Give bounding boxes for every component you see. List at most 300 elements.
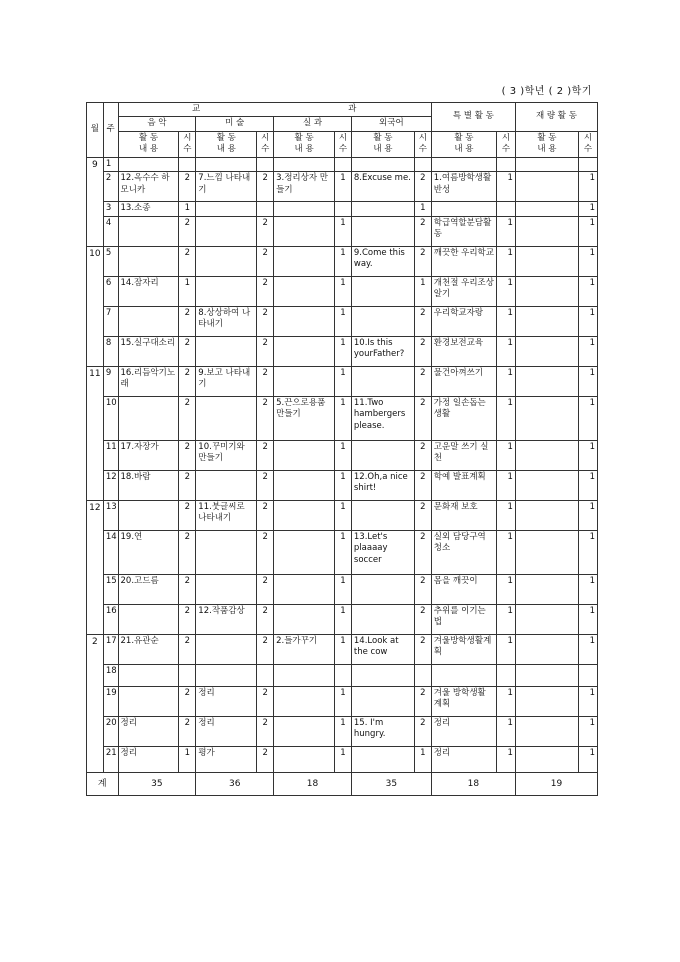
- hours-cell: 1: [578, 366, 597, 396]
- hours-cell: 2: [179, 216, 196, 246]
- activity-content-cell: [196, 336, 257, 366]
- activity-content-cell: [196, 574, 257, 604]
- table-row: [87, 336, 598, 366]
- hours-cell: [335, 157, 352, 171]
- hours-cell: 1: [578, 470, 597, 500]
- hours-cell: 1: [578, 216, 597, 246]
- subject-header-gwa: 과: [274, 103, 432, 117]
- hours-cell: 1: [496, 574, 515, 604]
- week-cell: 4: [103, 216, 118, 246]
- activity-content-cell: [515, 306, 578, 336]
- hours-cell: [496, 664, 515, 686]
- activity-content-cell: [515, 202, 578, 216]
- activity-content-cell: 평가: [196, 746, 257, 772]
- activity-content-cell: [274, 306, 335, 336]
- activity-content-cell: [274, 336, 335, 366]
- activity-content-cell: [515, 172, 578, 202]
- activity-content-cell: [351, 604, 414, 634]
- activity-content-cell: [515, 216, 578, 246]
- week-cell: 10: [103, 396, 118, 440]
- hours-cell: 1: [578, 574, 597, 604]
- hours-cell: 1: [335, 172, 352, 202]
- hours-cell: 2: [257, 470, 274, 500]
- activity-content-cell: [351, 157, 414, 171]
- hours-cell: 1: [335, 306, 352, 336]
- hours-cell: 1: [335, 246, 352, 276]
- activity-content-cell: [515, 664, 578, 686]
- hours-cell: [179, 157, 196, 171]
- hours-cell: 1: [335, 276, 352, 306]
- hours-cell: [414, 664, 431, 686]
- activity-content-cell: [274, 664, 335, 686]
- hours-cell: [335, 202, 352, 216]
- hours-cell: 1: [414, 202, 431, 216]
- activity-content-cell: [515, 470, 578, 500]
- activity-content-cell: 정리: [431, 746, 496, 772]
- hours-cell: 1: [496, 396, 515, 440]
- activity-content-cell: 1.여름방학생활반성: [431, 172, 496, 202]
- activity-content-cell: [196, 276, 257, 306]
- hours-cell: [496, 157, 515, 171]
- activity-content-cell: [515, 530, 578, 574]
- activity-content-cell: [196, 216, 257, 246]
- activity-content-cell: 19.연: [118, 530, 179, 574]
- activity-content-cell: [274, 246, 335, 276]
- total-hours-cell: 18: [274, 772, 352, 795]
- hours-cell: 1: [496, 604, 515, 634]
- hours-cell: [179, 664, 196, 686]
- activity-content-cell: [118, 664, 179, 686]
- activity-content-cell: 20.고드름: [118, 574, 179, 604]
- hours-cell: 2: [179, 470, 196, 500]
- activity-content-cell: [515, 746, 578, 772]
- hours-cell: 2: [179, 634, 196, 664]
- activity-content-cell: 2.들가꾸기: [274, 634, 335, 664]
- activity-content-cell: [351, 686, 414, 716]
- hours-cell: 1: [578, 746, 597, 772]
- hours-cell: 1: [496, 686, 515, 716]
- activity-content-cell: 10.Is this yourFather?: [351, 336, 414, 366]
- activity-content-cell: 9.보고 나타내기: [196, 366, 257, 396]
- activity-content-cell: 12.옥수수 하모니카: [118, 172, 179, 202]
- hours-cell: 1: [179, 202, 196, 216]
- activity-content-cell: [274, 530, 335, 574]
- table-row: [87, 276, 598, 306]
- activity-content-cell: [515, 716, 578, 746]
- hours-cell: [414, 157, 431, 171]
- hours-subheader: 시 수: [578, 131, 597, 157]
- activity-content-cell: [196, 664, 257, 686]
- hours-cell: 2: [257, 396, 274, 440]
- activity-content-cell: 7.느낌 나타내기: [196, 172, 257, 202]
- hours-cell: 2: [414, 716, 431, 746]
- hours-cell: 1: [496, 336, 515, 366]
- activity-content-cell: 겨울 방학생활 계획: [431, 686, 496, 716]
- activity-content-cell: [515, 366, 578, 396]
- activity-content-cell: 8.상상하여 나타내기: [196, 306, 257, 336]
- content-subheader: 활 동 내 용: [431, 131, 496, 157]
- activity-content-cell: [351, 276, 414, 306]
- hours-cell: 1: [414, 746, 431, 772]
- hours-cell: 1: [578, 306, 597, 336]
- hours-cell: 1: [179, 276, 196, 306]
- activity-content-cell: [196, 470, 257, 500]
- hours-cell: [335, 664, 352, 686]
- hours-cell: 1: [496, 216, 515, 246]
- hours-cell: 2: [179, 366, 196, 396]
- activity-content-cell: [274, 746, 335, 772]
- activity-content-cell: 학급역할분담활동: [431, 216, 496, 246]
- activity-content-cell: [351, 664, 414, 686]
- month-header: 월: [87, 103, 104, 158]
- hours-cell: 1: [335, 716, 352, 746]
- hours-cell: 1: [496, 366, 515, 396]
- curriculum-plan-table: [86, 102, 598, 796]
- hours-cell: 1: [335, 470, 352, 500]
- activity-content-cell: 15.실구대소리: [118, 336, 179, 366]
- hours-cell: 2: [414, 686, 431, 716]
- hours-subheader: 시 수: [257, 131, 274, 157]
- activity-content-cell: [431, 157, 496, 171]
- activity-content-cell: 추위를 이기는 법: [431, 604, 496, 634]
- hours-cell: 1: [335, 530, 352, 574]
- hours-cell: 2: [257, 634, 274, 664]
- hours-cell: 2: [257, 246, 274, 276]
- week-cell: 18: [103, 664, 118, 686]
- subject-header-gyo: 교: [118, 103, 274, 117]
- hours-cell: 2: [179, 716, 196, 746]
- hours-cell: 2: [414, 530, 431, 574]
- activity-content-cell: 깨끗한 우리학교: [431, 246, 496, 276]
- activity-content-cell: [118, 500, 179, 530]
- activity-content-cell: 정리: [196, 716, 257, 746]
- week-cell: 6: [103, 276, 118, 306]
- activity-content-cell: 문화재 보호: [431, 500, 496, 530]
- hours-cell: 2: [179, 306, 196, 336]
- table-row: [87, 306, 598, 336]
- hours-cell: 1: [496, 470, 515, 500]
- activity-content-cell: 정리: [196, 686, 257, 716]
- activity-content-cell: 개천절 우리조상알기: [431, 276, 496, 306]
- hours-cell: 2: [414, 216, 431, 246]
- hours-cell: 2: [179, 500, 196, 530]
- hours-cell: 1: [578, 634, 597, 664]
- art-header: 미 술: [196, 117, 274, 131]
- week-cell: 19: [103, 686, 118, 716]
- table-row: [87, 216, 598, 246]
- week-cell: 8: [103, 336, 118, 366]
- hours-cell: 2: [257, 440, 274, 470]
- activity-content-cell: [351, 306, 414, 336]
- hours-cell: 1: [496, 276, 515, 306]
- hours-cell: 1: [335, 604, 352, 634]
- activity-content-cell: [515, 604, 578, 634]
- activity-content-cell: [515, 440, 578, 470]
- hours-cell: 2: [257, 716, 274, 746]
- week-cell: 7: [103, 306, 118, 336]
- total-label: 계: [87, 772, 119, 795]
- hours-cell: 2: [257, 500, 274, 530]
- table-row: [87, 716, 598, 746]
- hours-cell: 2: [257, 530, 274, 574]
- table-row: [87, 574, 598, 604]
- hours-cell: 1: [578, 500, 597, 530]
- activity-content-cell: 10.꾸미기와 만들기: [196, 440, 257, 470]
- hours-cell: 1: [496, 306, 515, 336]
- table-row: [87, 172, 598, 202]
- activity-content-cell: [515, 686, 578, 716]
- total-hours-cell: 18: [431, 772, 515, 795]
- activity-content-cell: [515, 246, 578, 276]
- hours-cell: 1: [496, 172, 515, 202]
- hours-cell: 2: [414, 470, 431, 500]
- activity-content-cell: 17.자장가: [118, 440, 179, 470]
- activity-content-cell: 정리: [431, 716, 496, 746]
- hours-cell: 1: [578, 530, 597, 574]
- hours-cell: 2: [414, 306, 431, 336]
- hours-cell: 2: [179, 604, 196, 634]
- hours-cell: 1: [578, 202, 597, 216]
- activity-content-cell: [351, 216, 414, 246]
- table-row: [87, 396, 598, 440]
- activity-content-cell: [118, 157, 179, 171]
- activity-content-cell: [196, 396, 257, 440]
- hours-cell: 2: [414, 396, 431, 440]
- activity-content-cell: [118, 396, 179, 440]
- activity-content-cell: 9.Come this way.: [351, 246, 414, 276]
- content-subheader: 활 동 내 용: [515, 131, 578, 157]
- week-cell: 11: [103, 440, 118, 470]
- hours-cell: 2: [414, 246, 431, 276]
- hours-cell: [496, 202, 515, 216]
- content-subheader: 활 동 내 용: [351, 131, 414, 157]
- discretion-activity-header: 재 량 활 동: [515, 103, 597, 132]
- total-hours-cell: 35: [351, 772, 431, 795]
- hours-cell: 2: [179, 530, 196, 574]
- week-header: 주: [103, 103, 118, 158]
- activity-content-cell: 정리: [118, 746, 179, 772]
- activity-content-cell: 11.붓글씨로 나타내기: [196, 500, 257, 530]
- week-cell: 21: [103, 746, 118, 772]
- activity-content-cell: 5.끈으로용품만들기: [274, 396, 335, 440]
- activity-content-cell: [274, 686, 335, 716]
- hours-cell: 1: [496, 634, 515, 664]
- activity-content-cell: 정리: [118, 716, 179, 746]
- activity-content-cell: [274, 157, 335, 171]
- table-row: [87, 246, 598, 276]
- hours-cell: 2: [257, 216, 274, 246]
- table-row: [87, 634, 598, 664]
- content-subheader: 활 동 내 용: [196, 131, 257, 157]
- activity-content-cell: 가정 일손돕는 생활: [431, 396, 496, 440]
- activity-content-cell: [118, 686, 179, 716]
- activity-content-cell: [515, 336, 578, 366]
- hours-cell: 2: [414, 634, 431, 664]
- activity-content-cell: 학예 발표계획: [431, 470, 496, 500]
- hours-cell: 2: [257, 172, 274, 202]
- activity-content-cell: 3.정리상자 만들기: [274, 172, 335, 202]
- hours-cell: 2: [257, 366, 274, 396]
- activity-content-cell: [118, 246, 179, 276]
- activity-content-cell: 12.작품감상: [196, 604, 257, 634]
- activity-content-cell: [274, 604, 335, 634]
- music-header: 음 악: [118, 117, 196, 131]
- week-cell: 9: [103, 366, 118, 396]
- hours-cell: [257, 202, 274, 216]
- activity-content-cell: 고운말 쓰기 실천: [431, 440, 496, 470]
- activity-content-cell: [196, 202, 257, 216]
- hours-cell: 1: [578, 246, 597, 276]
- hours-cell: 2: [257, 746, 274, 772]
- hours-cell: 1: [335, 686, 352, 716]
- week-cell: 1: [103, 157, 118, 171]
- hours-cell: 2: [257, 306, 274, 336]
- hours-cell: 1: [335, 396, 352, 440]
- activity-content-cell: [515, 574, 578, 604]
- activity-content-cell: [515, 500, 578, 530]
- activity-content-cell: [274, 366, 335, 396]
- foreign-language-header: 외국어: [351, 117, 431, 131]
- activity-content-cell: [274, 470, 335, 500]
- activity-content-cell: [196, 157, 257, 171]
- hours-cell: 2: [414, 172, 431, 202]
- hours-cell: 2: [179, 440, 196, 470]
- table-row: [87, 746, 598, 772]
- hours-cell: 1: [335, 440, 352, 470]
- hours-cell: 2: [414, 336, 431, 366]
- hours-cell: 2: [414, 440, 431, 470]
- activity-content-cell: [274, 500, 335, 530]
- hours-cell: 1: [578, 172, 597, 202]
- hours-cell: 1: [578, 604, 597, 634]
- activity-content-cell: [515, 634, 578, 664]
- hours-cell: 2: [257, 686, 274, 716]
- hours-cell: 1: [578, 396, 597, 440]
- hours-cell: 2: [414, 604, 431, 634]
- hours-cell: 2: [414, 500, 431, 530]
- table-row: [87, 157, 598, 171]
- hours-cell: 1: [335, 634, 352, 664]
- activity-content-cell: 14.잠자리: [118, 276, 179, 306]
- hours-subheader: 시 수: [414, 131, 431, 157]
- week-cell: 15: [103, 574, 118, 604]
- week-cell: 16: [103, 604, 118, 634]
- hours-cell: 1: [179, 746, 196, 772]
- hours-cell: 2: [179, 336, 196, 366]
- activity-content-cell: [274, 202, 335, 216]
- activity-content-cell: [431, 202, 496, 216]
- hours-cell: 1: [335, 574, 352, 604]
- hours-cell: 2: [179, 686, 196, 716]
- hours-subheader: 시 수: [335, 131, 352, 157]
- content-subheader: 활 동 내 용: [274, 131, 335, 157]
- week-cell: 5: [103, 246, 118, 276]
- hours-cell: 1: [335, 366, 352, 396]
- activity-content-cell: [274, 574, 335, 604]
- month-cell: 10: [87, 246, 104, 366]
- hours-cell: 1: [578, 440, 597, 470]
- hours-cell: 1: [496, 246, 515, 276]
- hours-cell: 1: [335, 500, 352, 530]
- hours-cell: 1: [578, 686, 597, 716]
- table-row: [87, 530, 598, 574]
- hours-cell: 2: [179, 396, 196, 440]
- hours-cell: 1: [496, 530, 515, 574]
- hours-cell: 2: [257, 604, 274, 634]
- activity-content-cell: [196, 634, 257, 664]
- total-hours-cell: 19: [515, 772, 597, 795]
- hours-cell: 2: [257, 276, 274, 306]
- activity-content-cell: [431, 664, 496, 686]
- hours-cell: 1: [496, 500, 515, 530]
- activity-content-cell: [515, 157, 578, 171]
- table-row: [87, 366, 598, 396]
- table-row: [87, 470, 598, 500]
- hours-cell: 2: [179, 574, 196, 604]
- activity-content-cell: [274, 216, 335, 246]
- total-hours-cell: 35: [118, 772, 196, 795]
- hours-cell: 2: [414, 574, 431, 604]
- hours-cell: 2: [179, 246, 196, 276]
- activity-content-cell: [196, 530, 257, 574]
- activity-content-cell: [118, 306, 179, 336]
- hours-cell: 1: [335, 746, 352, 772]
- week-cell: 2: [103, 172, 118, 202]
- month-cell: 2: [87, 634, 104, 772]
- activity-content-cell: 몸을 깨끗이: [431, 574, 496, 604]
- table-row: [87, 664, 598, 686]
- hours-cell: 2: [179, 172, 196, 202]
- hours-cell: 1: [496, 746, 515, 772]
- hours-cell: 2: [257, 336, 274, 366]
- activity-content-cell: [196, 246, 257, 276]
- hours-cell: [578, 664, 597, 686]
- table-row: [87, 500, 598, 530]
- total-hours-cell: 36: [196, 772, 274, 795]
- term-label: ( 3 )학년 ( 2 )학기: [501, 86, 592, 97]
- hours-cell: 2: [257, 574, 274, 604]
- hours-cell: 1: [496, 440, 515, 470]
- activity-content-cell: [515, 276, 578, 306]
- activity-content-cell: 16.리듬악기노래: [118, 366, 179, 396]
- activity-content-cell: [274, 440, 335, 470]
- table-row: [87, 686, 598, 716]
- hours-subheader: 시 수: [496, 131, 515, 157]
- activity-content-cell: [351, 440, 414, 470]
- activity-content-cell: 13.Let's plaaaay soccer: [351, 530, 414, 574]
- week-cell: 3: [103, 202, 118, 216]
- activity-content-cell: 13.소종: [118, 202, 179, 216]
- activity-content-cell: [274, 716, 335, 746]
- hours-cell: 1: [335, 216, 352, 246]
- activity-content-cell: 21.유관순: [118, 634, 179, 664]
- week-cell: 20: [103, 716, 118, 746]
- activity-content-cell: [351, 574, 414, 604]
- month-cell: 9: [87, 157, 104, 246]
- activity-content-cell: 18.바람: [118, 470, 179, 500]
- content-subheader: 활 동 내 용: [118, 131, 179, 157]
- activity-content-cell: [515, 396, 578, 440]
- hours-cell: 1: [578, 276, 597, 306]
- activity-content-cell: [118, 216, 179, 246]
- hours-cell: 1: [578, 336, 597, 366]
- activity-content-cell: 환경보전교육: [431, 336, 496, 366]
- activity-content-cell: [351, 366, 414, 396]
- activity-content-cell: [118, 604, 179, 634]
- hours-cell: 2: [414, 366, 431, 396]
- activity-content-cell: 8.Excuse me.: [351, 172, 414, 202]
- week-cell: 12: [103, 470, 118, 500]
